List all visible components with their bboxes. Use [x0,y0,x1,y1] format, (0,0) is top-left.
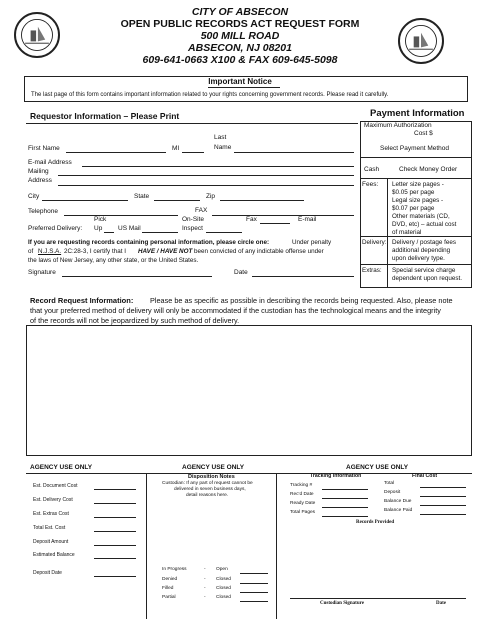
deposit-date-label: Deposit Date [33,570,62,576]
header-form-title: OPEN PUBLIC RECORDS ACT REQUEST FORM [120,18,360,30]
cost-label[interactable]: Cost $ [414,130,433,137]
date-label: Date [234,269,248,276]
record-request-title: Record Request Information: [30,296,134,305]
pickup-option[interactable]: Up [94,225,103,232]
zip-field[interactable] [220,200,304,201]
first-name-field[interactable] [66,152,166,153]
mi-field[interactable] [182,152,204,153]
disposition-title: Disposition Notes [188,474,235,480]
extras-label: Extras: [362,267,382,274]
deposit-date-field[interactable] [94,576,136,577]
fees-label: Fees: [362,181,379,188]
city-field[interactable] [42,200,128,201]
custodian-signature-label: Custodian Signature [320,601,364,606]
fax-field[interactable] [212,215,354,216]
fax-delivery-option[interactable]: Fax [246,216,257,223]
header-phone-fax: 609-641-0663 X100 & FAX 609-645-5098 [142,54,338,66]
address-field[interactable] [58,185,354,186]
cash-option[interactable]: Cash [364,166,380,173]
records-provided-label: Records Provided [356,520,395,525]
mailing-field[interactable] [58,175,354,176]
onsite-label: On-Site [182,216,205,223]
last-label: Last [214,134,227,141]
zip-label: Zip [206,193,216,200]
telephone-field[interactable] [64,215,178,216]
address-label: Address [28,177,52,184]
custodian-date-label: Date [436,601,446,606]
max-auth-label: Maximum Authorization [364,122,432,129]
email-label: E-mail Address [28,159,72,166]
payment-title: Payment Information [370,108,465,119]
state-field[interactable] [154,200,200,201]
header-city-state: ABSECON, NJ 08201 [188,42,292,54]
record-request-line2: that your preferred method of delivery will only be accommodated if the custodian has the technological means and the integrity [30,306,441,315]
mailing-label: Mailing [28,168,49,175]
preferred-delivery-label: Preferred Delivery: [28,225,83,232]
notice-text: The last page of this form contains important information related to your rights concerning government records. Please read it carefully. [31,92,389,98]
check-money-order-option[interactable]: Check Money Order [399,166,458,173]
personal-info-notice: If you are requesting records containing personal information, please circle one: [28,239,270,246]
requestor-title: Requestor Information – Please Print [30,111,180,121]
header-street: 500 MILL ROAD [200,30,280,42]
agency-use-left: AGENCY USE ONLY [30,464,93,471]
record-request-line1: Please be as specific as possible in describing the records being requested. Also, please note [150,296,453,305]
city-label: City [28,193,40,200]
final-cost-title: Final Cost [412,473,438,479]
mi-label: MI [172,145,180,152]
first-name-label: First Name [28,145,60,152]
name-label: Name [214,144,232,151]
agency-use-right: AGENCY USE ONLY [346,464,409,471]
us-mail-option[interactable]: US Mail [118,225,141,232]
date-field[interactable] [252,276,354,277]
email-delivery-option[interactable]: E-mail [298,216,317,223]
tracking-title: Tracking Information [310,473,362,479]
delivery-label: Delivery: [362,239,387,246]
record-request-textarea[interactable] [26,325,472,456]
telephone-label: Telephone [28,208,58,215]
pick-label: Pick [94,216,107,223]
inspect-option[interactable]: Inspect [182,225,203,232]
last-name-field[interactable] [234,152,354,153]
fax-label: FAX [195,207,208,214]
notice-title: Important Notice [208,77,272,86]
header-city: CITY OF ABSECON [191,6,289,18]
custodian-signature-field[interactable] [290,598,466,599]
state-label: State [134,193,150,200]
signature-label: Signature [28,269,56,276]
record-request-line3: of the records will not be jeopardized by such method of delivery. [30,316,240,325]
select-payment-label: Select Payment Method [380,145,450,152]
have-have-not-choice[interactable]: HAVE / HAVE NOT [138,248,193,255]
njsa-link: N.J.S.A. [38,248,62,255]
email-field[interactable] [82,166,354,167]
signature-field[interactable] [62,276,212,277]
agency-use-middle: AGENCY USE ONLY [182,464,245,471]
